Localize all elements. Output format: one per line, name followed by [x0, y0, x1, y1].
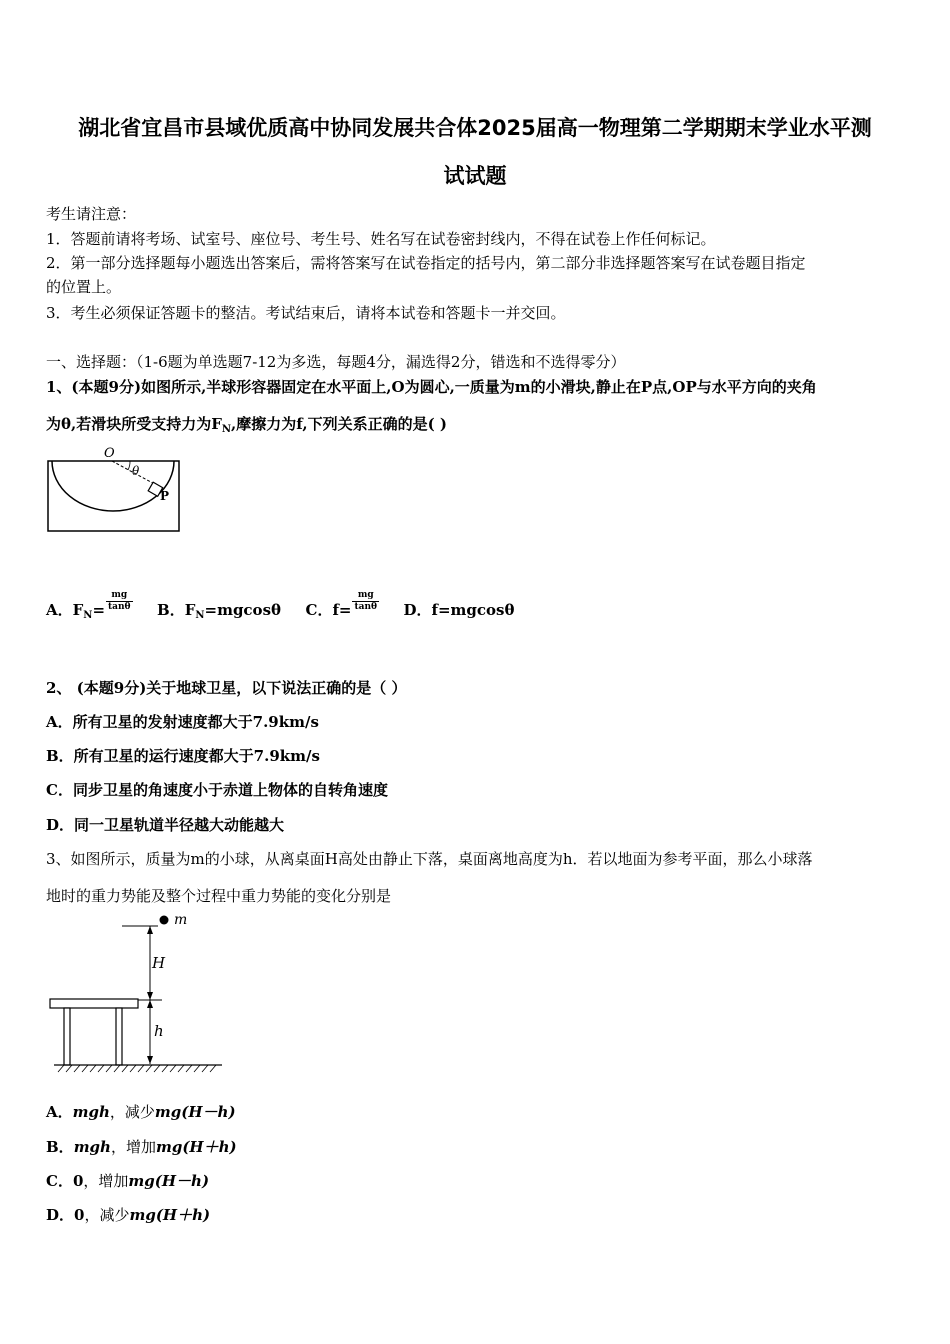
q1-option-c[interactable]: C．f= $\frac{mg}{\tan\theta}$ — [305, 590, 378, 619]
q3-option-c[interactable]: C．0，增加mg(H－h) — [46, 1172, 210, 1190]
q1-option-b[interactable]: B．$F_N=mgcos\theta$ — [157, 601, 282, 621]
notice-item-2-continued: 的位置上。 — [46, 278, 122, 296]
q1-stem-subscript: N — [221, 424, 232, 435]
arrow-h-top — [147, 926, 153, 934]
page-title: 湖北省宜昌市县域优质高中协同发展共合体2025届高一物理第二学期期末学业水平测 — [78, 116, 872, 140]
q3-stem-line2: 地时的重力势能及整个过程中重力势能的变化分别是 — [46, 887, 392, 905]
q1-stem-text: 为θ,若滑块所受支持力为F — [46, 415, 222, 433]
q3-stem-line1: 3、如图所示，质量为m的小球，从离桌面H高处由静止下落，桌面离地高度为h．若以地面为参考平面，那么小球落 — [46, 850, 813, 868]
q2-stem: 2、 (本题9分)关于地球卫星，以下说法正确的是（ ） — [46, 679, 407, 697]
q1-stem-line2 — [46, 413, 447, 435]
q1-stem-text-end: ,摩擦力为f,下列关系正确的是( ) — [231, 415, 448, 433]
table-top — [50, 999, 138, 1008]
notice-item-3: 3．考生必须保证答题卡的整洁。考试结束后，请将本试卷和答题卡一并交回。 — [46, 304, 566, 322]
label-p: P — [160, 489, 170, 503]
q2-option-d[interactable]: D．同一卫星轨道半径越大动能越大 — [46, 816, 285, 834]
arrow-lowh-top — [147, 1000, 153, 1008]
q3-option-d[interactable]: D．0，减少mg(H＋h) — [46, 1206, 211, 1224]
notice-item-2: 2．第一部分选择题每小题选出答案后，需将答案写在试卷指定的括号内，第二部分非选择题答案写在试卷题目指定 — [46, 254, 806, 272]
notice-item-1: 1．答题前请将考场、试室号、座位号、考生号、姓名写在试卷密封线内，不得在试卷上作任何标记。 — [46, 230, 716, 248]
label-big-h: H — [152, 954, 166, 972]
q1-hemisphere-figure — [46, 444, 182, 536]
q1-options — [46, 590, 514, 621]
table-leg-left — [64, 1008, 70, 1065]
q3-table-figure — [46, 908, 226, 1076]
q3-option-a[interactable]: A．mgh，减少mg(H－h) — [46, 1103, 236, 1121]
table-leg-right — [116, 1008, 122, 1065]
arrow-lowh-bottom — [147, 1056, 153, 1064]
q2-option-c[interactable]: C．同步卫星的角速度小于赤道上物体的自转角速度 — [46, 781, 388, 799]
label-o: O — [104, 446, 115, 461]
q3-option-b[interactable]: B．mgh，增加mg(H＋h) — [46, 1138, 237, 1156]
q1-option-d[interactable]: D．f=mgcosθ — [403, 601, 515, 619]
label-small-h: h — [154, 1022, 164, 1040]
q1-stem-line1: 1、(本题9分)如图所示,半球形容器固定在水平面上,O为圆心,一质量为m的小滑块,静止在P点,OP与水平方向的夹角 — [46, 378, 817, 396]
page-title-continued: 试试题 — [443, 164, 507, 188]
ground-hatching — [58, 1065, 216, 1072]
q2-option-a[interactable]: A．所有卫星的发射速度都大于7.9km/s — [46, 713, 319, 731]
label-m: m — [174, 912, 188, 928]
section-heading: 一、选择题：（1-6题为单选题7-12为多选，每题4分，漏选得2分，错选和不选得零分） — [46, 353, 626, 371]
theta-arc — [128, 461, 130, 470]
notice-heading: 考生请注意： — [46, 205, 137, 223]
q1-option-a[interactable]: A．$F_N=$ $\frac{mg}{\tan\theta}$ — [46, 590, 131, 621]
arrow-h-bottom — [147, 992, 153, 1000]
q1-option-a-fraction: $\frac{mg}{\tan\theta}$ — [108, 590, 131, 612]
q2-option-b[interactable]: B．所有卫星的运行速度都大于7.9km/s — [46, 747, 320, 765]
q1-option-c-fraction: $\frac{mg}{\tan\theta}$ — [354, 590, 378, 612]
ball — [160, 916, 169, 925]
label-theta: θ — [132, 464, 140, 478]
